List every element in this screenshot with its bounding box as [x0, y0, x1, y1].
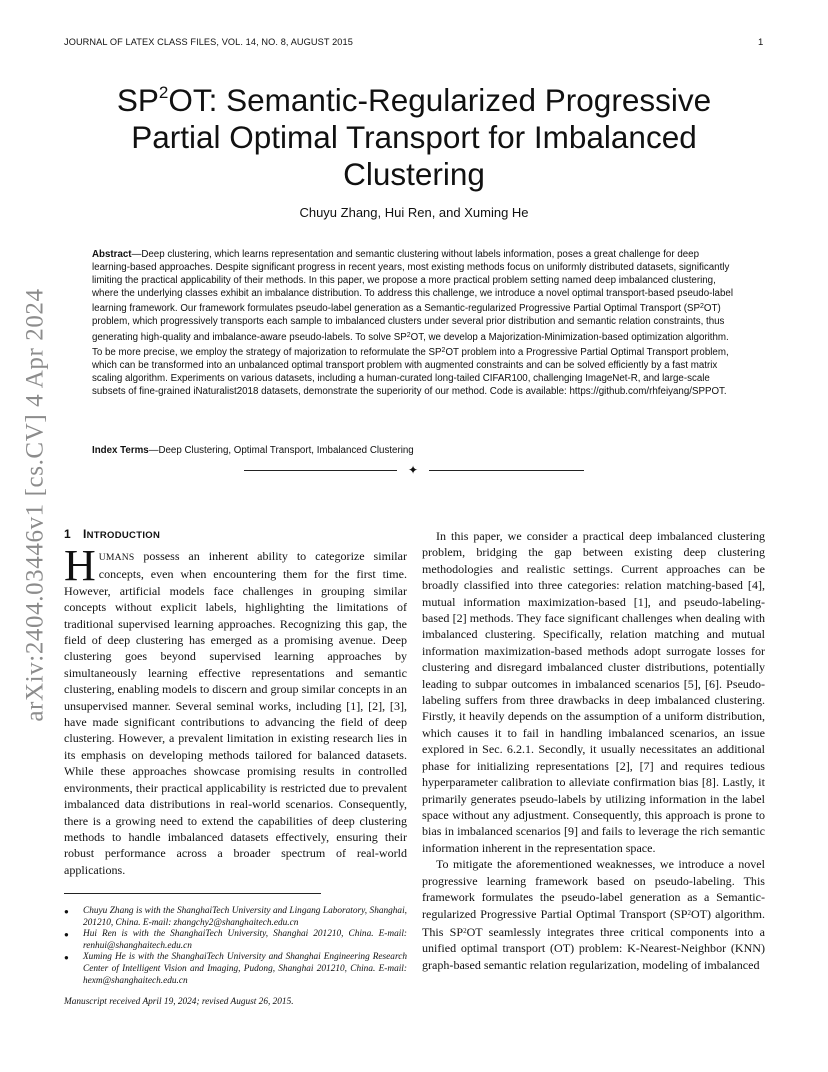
bullet-icon: ●: [64, 930, 69, 940]
separator-diamond-icon: ✦: [408, 463, 419, 477]
abstract-sup-1: 2: [700, 303, 704, 311]
index-terms: [92, 445, 737, 456]
bullet-icon: ●: [64, 907, 69, 916]
author-list: Chuyu Zhang, Hui Ren, and Xuming He: [299, 205, 529, 220]
abstract-sup-3: 2: [441, 346, 446, 354]
intro-paragraph-3-text-2: OT) algorithm. This SP: [422, 907, 765, 939]
abstract-text-3: OT, we develop a Majorization-Minimization-based optimization algorithm. To be more precise, we employ the strategy of majorization to reformulate the SP: [92, 331, 729, 358]
intro-paragraph-1-text: possess an inherent ability to categorize similar concepts, even when encountering them for the first time. However, artificial models face challenges in grouping similar concepts without explicit labels, highlighting the limitations of traditional supervised learning approaches. Recognizing this gap, the field of deep clustering has emerged as a promising avenue. Deep clustering goes beyond supervised learning approaches by simultaneously learning effective representations and semantic clustering, enabling models to discern and group similar concepts in an unsupervised manner. Several seminal works, including [1], [2], [3], have made significant contributions to advancing the field of deep clustering. However, a prevalent limitation in existing research lies in its emphasis on developing methods tailored for balanced datasets. While these approaches showcase promising results in controlled environments, their practical applicability is restricted due to prevalent imbalanced data distributions in real-world scenarios. Consequently, there is a growing need to extend the capabilities of deep clustering methods to handle imbalanced datasets effectively, ensuring their robust performance across a broader spectrum of real-world applications.: [64, 549, 407, 877]
intro-paragraph-3: [422, 856, 765, 973]
abstract-text-4: OT problem into a Progressive Partial Optimal Transport problem, which can be transformed into an unbalanced optimal transport problem with augmented constraints and can be solved efficiently by a fast matrix scaling algorithm. Experiments on various datasets, including a human-curated long-tailed CIFAR100, challenging ImageNet-R, and large-scale subsets of fine-grained iNaturalist2018 datasets, demonstrate the superiority of our method. Code is available: https://github.com/rhfeiyang/SPPOT.: [92, 346, 729, 397]
footnote-item: [64, 952, 407, 987]
abstract-sup-2: 2: [406, 331, 411, 339]
right-column: [422, 528, 765, 973]
title-prefix: SP: [116, 82, 159, 118]
intro-paragraph-3-text-3: OT seamlessly integrates three critical components into a unified optimal transport (OT) problem: K-Nearest-Neighbor (KNN) graph-based semantic relation regularization, modeling of imbalanced: [422, 924, 765, 972]
abstract-text-2: OT) problem, which progressively transports each sample to imbalanced clusters under several prior distribution and semantic relation constraints, thus generating high-quality and imbalance-aware pseudo-labels. To solve SP: [92, 303, 725, 343]
section-separator: [244, 463, 584, 477]
intro-sup-1: 2: [687, 909, 691, 918]
arxiv-stamp: [16, 290, 56, 720]
title-superscript: 2: [158, 83, 169, 102]
drop-cap: H: [64, 541, 96, 590]
intro-paragraph-3-text-1: To mitigate the aforementioned weaknesses, we introduce a novel progressive learning framework based on pseudo-labeling. This framework formulates the pseudo-label generation as a Semantic-regularized Progressive Partial Optimal Transport (SP: [422, 857, 765, 922]
intro-paragraph-1: [64, 541, 407, 878]
abstract-label: Abstract: [92, 249, 132, 260]
section-heading: [64, 527, 407, 541]
footnote-item: [64, 929, 407, 952]
footnote-text: Xuming He is with the ShanghaiTech University and Shanghai Engineering Research Center of Intelligent Vision and Imaging, Pudong, Shanghai 201210, China. E-mail: hexm@shanghaitech.edu.cn: [83, 952, 407, 986]
footnote-text: Hui Ren is with the ShanghaiTech University, Shanghai 201210, China. E-mail: renhui@shanghaitech.edu.cn: [83, 929, 407, 951]
footnote-rule: [64, 893, 321, 894]
page-number: 1: [758, 37, 764, 48]
separator-rule-right: [429, 470, 584, 471]
affiliation-footnotes: [64, 906, 407, 987]
separator-rule-left: [244, 470, 397, 471]
section-number: 1: [64, 527, 71, 541]
paper-title: [80, 74, 748, 193]
abstract-text-1: —Deep clustering, which learns representation and semantic clustering without labels information, poses a great challenge for deep learning-based approaches. Despite significant progress in recent years, most existing methods focus on uniformly distributed datasets, significantly limiting the practical applicability of their methods. In this paper, we propose a more practical problem setting named deep imbalanced clustering, where the underlying classes exhibit an imbalance distribution. To address this challenge, we introduce a novel optimal transport-based pseudo-label learning framework. Our framework formulates pseudo-label generation as a Semantic-regularized Progressive Partial Optimal Transport (SP: [92, 249, 733, 315]
footnote-text: Chuyu Zhang is with the ShanghaiTech University and Lingang Laboratory, Shanghai, 201210, China. E-mail: zhangchy2@shanghaitech.edu.cn: [83, 906, 407, 928]
index-terms-label: Index Terms: [92, 445, 149, 456]
abstract: [92, 248, 737, 398]
section-title-initial: I: [82, 527, 87, 541]
drop-cap-continuation: UMANS: [98, 552, 135, 563]
index-terms-text: —Deep Clustering, Optimal Transport, Imbalanced Clustering: [148, 445, 414, 456]
left-column: [64, 527, 407, 878]
title-rest: OT: Semantic-Regularized Progressive Partial Optimal Transport for Imbalanced Clustering: [131, 82, 712, 192]
manuscript-note: Manuscript received April 19, 2024; revised August 26, 2015.: [64, 997, 294, 1007]
running-head: JOURNAL OF LATEX CLASS FILES, VOL. 14, NO. 8, AUGUST 2015: [64, 37, 353, 47]
section-title-rest: NTRODUCTION: [86, 530, 161, 541]
arxiv-identifier: arXiv:2404.03446v1 [cs.CV] 4 Apr 2024: [22, 288, 49, 722]
intro-paragraph-2: In this paper, we consider a practical deep imbalanced clustering problem, bridging the gap between existing deep clustering methodologies and realistic settings. Current approaches can be broadly classified into three categories: relation matching-based [4], mutual information maximization-based [1], and pseudo-labeling-based [2] methods. They face significant challenges when dealing with imbalanced clustering. Specifically, relation matching and mutual information maximization-based methods adopt surrogate losses for clustering and disregard imbalanced cluster distributions, potentially leading to subpar outcomes in imbalanced scenarios [5], [6]. Pseudo-labeling suffers from three drawbacks in deep imbalanced clustering. Firstly, it heavily depends on the assumption of a uniform distribution, which causes it to fail in handling imbalanced scenarios, an issue explored in Sec. 6.2.1. Secondly, it usually necessitates an additional phase for initializing representations [2], [7] and requires tedious hyperparameter calibration to alleviate confirmation bias [8]. Lastly, it primarily generates pseudo-labels by utilizing information in the label space without any adjustment. Consequently, this approach is prone to bias in imbalanced scenarios [9] and fails to leverage the rich semantic information inherent in the representation space.: [422, 529, 765, 855]
footnote-item: [64, 906, 407, 929]
intro-sup-2: 2: [463, 926, 467, 935]
bullet-icon: ●: [64, 953, 69, 963]
